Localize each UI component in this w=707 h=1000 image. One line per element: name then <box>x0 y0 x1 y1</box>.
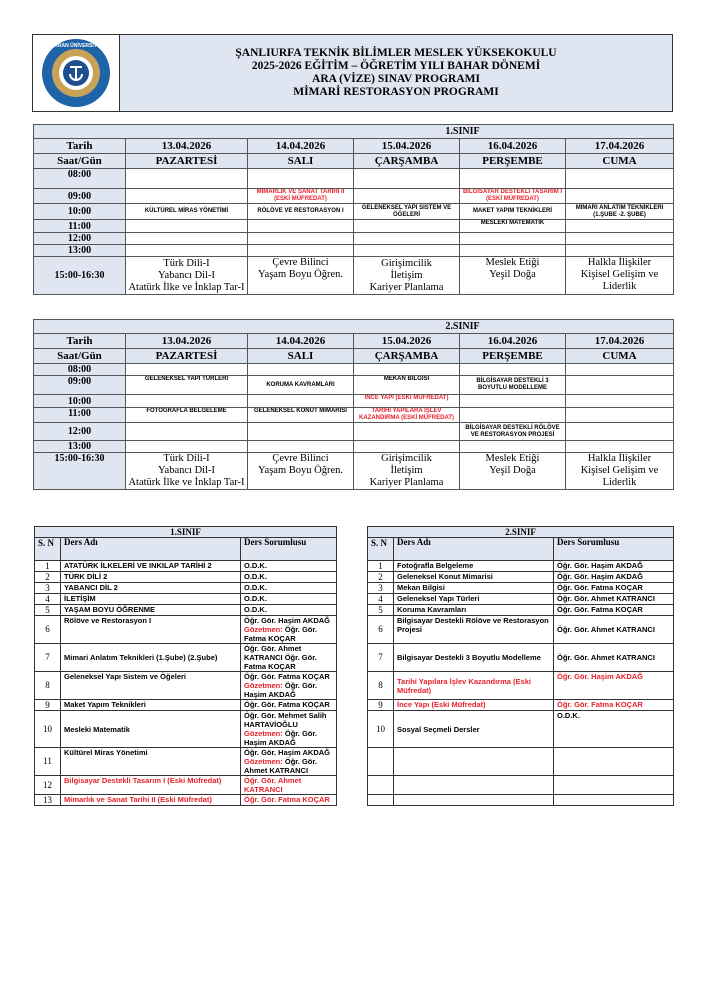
common-course: Kişisel Gelişim ve Liderlik <box>580 465 659 488</box>
course-name: Fotoğrafla Belgeleme <box>394 561 554 572</box>
exam-cell: KORUMA KAVRAMLARI <box>248 376 354 395</box>
row-number: 5 <box>35 605 61 616</box>
course-name: Mimarlık ve Sanat Tarihi II (Eski Müfredat) <box>61 795 241 806</box>
row-number: 7 <box>35 644 61 672</box>
table-row <box>368 672 674 700</box>
course-name: YAŞAM BOYU ÖĞRENME <box>61 605 241 616</box>
common-course: Atatürk İlke ve İnklap Tar-I <box>128 281 245 293</box>
class-title: 1.SINIF <box>34 125 674 139</box>
schedule-table-2 <box>33 319 674 490</box>
date-header: 16.04.2026 <box>460 139 566 154</box>
course-name: YABANCI DİL 2 <box>61 583 241 594</box>
exam-cell: MESLEKİ MATEMATİK <box>460 220 566 233</box>
day-header: SALI <box>248 349 354 364</box>
course-name: Mimari Anlatım Teknikleri (1.Şube) (2.Şube) <box>61 644 241 672</box>
ders-header: Ders Adı <box>61 538 241 561</box>
instructor: Öğr. Gör. Fatma KOÇAR <box>554 583 674 594</box>
date-header: 13.04.2026 <box>126 334 248 349</box>
exam-cell: TARİHİ YAPILARA İŞLEV KAZANDIRMA (ESKİ MÜFREDAT) <box>354 408 460 423</box>
course-name: Rölöve ve Restorasyon I <box>61 616 241 644</box>
table-row <box>368 711 674 748</box>
table-row <box>368 700 674 711</box>
saat-label: Saat/Gün <box>34 154 126 169</box>
exam-cell: RÖLÖVE VE RESTORASYON I <box>248 204 354 220</box>
table-row <box>35 700 337 711</box>
header-line-3: ARA (VİZE) SINAV PROGRAMI <box>312 73 480 85</box>
list-title: 1.SINIF <box>35 527 337 538</box>
tarih-label: Tarih <box>34 139 126 154</box>
time-slot: 11:00 <box>34 220 126 233</box>
table-row <box>368 795 674 806</box>
row-number: 4 <box>368 594 394 605</box>
time-slot: 13:00 <box>34 441 126 453</box>
table-row <box>35 572 337 583</box>
common-course: Yabancı Dil-I <box>158 465 215 476</box>
course-name: İLETİŞİM <box>61 594 241 605</box>
row-number: 13 <box>35 795 61 806</box>
row-number: 1 <box>368 561 394 572</box>
table-row <box>35 616 337 644</box>
table-row <box>35 561 337 572</box>
common-course: Türk Dili-I <box>163 453 210 464</box>
date-header: 17.04.2026 <box>566 139 674 154</box>
date-header: 16.04.2026 <box>460 334 566 349</box>
instructor: Öğr. Gör. Ahmet KATRANCI <box>244 644 302 662</box>
exam-cell: BİLGİSAYAR DESTEKLİ 3 BOYUTLU MODELLEME <box>460 376 566 395</box>
university-logo <box>33 35 120 111</box>
table-row <box>35 672 337 700</box>
common-course: Türk Dili-I <box>163 257 210 269</box>
row-number: 12 <box>35 776 61 795</box>
day-header: ÇARŞAMBA <box>354 349 460 364</box>
table-row <box>368 776 674 795</box>
course-name: Bilgisayar Destekli 3 Boyutlu Modelleme <box>394 644 554 672</box>
table-row <box>35 644 337 672</box>
document-header <box>32 34 673 112</box>
instructor: Öğr. Gör. Fatma KOÇAR <box>554 700 674 711</box>
table-row <box>35 711 337 748</box>
table-row <box>35 583 337 594</box>
instructor: Öğr. Gör. Mehmet Salih HARTAVİOĞLU <box>244 711 327 729</box>
table-row <box>368 594 674 605</box>
gozetmen-label: Gözetmen: <box>244 681 283 690</box>
table-row <box>368 605 674 616</box>
instructor: Öğr. Gör. Fatma KOÇAR <box>241 795 337 806</box>
course-name: Mesleki Matematik <box>61 711 241 748</box>
day-header: PAZARTESİ <box>126 349 248 364</box>
time-slot: 10:00 <box>34 395 126 408</box>
day-header: ÇARŞAMBA <box>354 154 460 169</box>
gozetmen-label: Gözetmen: <box>244 757 283 766</box>
row-number: 8 <box>368 672 394 700</box>
row-number: 1 <box>35 561 61 572</box>
course-name: TÜRK DİLİ 2 <box>61 572 241 583</box>
instructor: Öğr. Gör. Haşim AKDAĞ <box>244 748 330 757</box>
date-header: 15.04.2026 <box>354 334 460 349</box>
ders-header: Ders Adı <box>394 538 554 561</box>
exam-cell: İNCE YAPI (ESKİ MÜFREDAT) <box>354 395 460 408</box>
date-header: 13.04.2026 <box>126 139 248 154</box>
table-row <box>35 605 337 616</box>
time-slot: 10:00 <box>34 204 126 220</box>
common-course: Çevre Bilinci <box>272 453 329 464</box>
instructor: Öğr. Gör. Fatma KOÇAR <box>244 672 330 681</box>
common-course: Kariyer Planlama <box>369 477 444 488</box>
course-list-2 <box>367 526 674 806</box>
sn-header: S. N <box>35 538 61 561</box>
common-course: Kişisel Gelişim ve Liderlik <box>580 269 659 292</box>
common-course: Atatürk İlke ve İnklap Tar-I <box>128 477 245 488</box>
instructor: Öğr. Gör. Ahmet KATRANCI <box>241 776 337 795</box>
table-row <box>368 644 674 672</box>
course-list-1 <box>34 526 337 806</box>
table-row <box>35 795 337 806</box>
exam-cell: MAKET YAPIM TEKNİKLERİ <box>460 204 566 220</box>
row-number: 10 <box>368 711 394 748</box>
instructor: O.D.K. <box>241 605 337 616</box>
time-slot: 13:00 <box>34 245 126 257</box>
gozetmen-label: Gözetmen: <box>244 625 283 634</box>
exam-cell: FOTOĞRAFLA BELGELEME <box>126 408 248 423</box>
course-name: Geleneksel Yapı Türleri <box>394 594 554 605</box>
course-name: Kültürel Miras Yönetimi <box>61 748 241 776</box>
common-course: Meslek Etiği <box>485 257 540 268</box>
exam-cell: GELENEKSEL KONUT MİMARİSİ <box>248 408 354 423</box>
table-row <box>368 748 674 776</box>
course-name: Bilgisayar Destekli Rölöve ve Restorasyon Projesi <box>394 616 554 644</box>
exam-cell: GELENEKSEL YAPI SİSTEM VE ÖĞELERİ <box>354 204 460 220</box>
common-course: Yaşam Boyu Öğren. <box>258 269 343 280</box>
time-slot: 09:00 <box>34 189 126 204</box>
time-slot: 12:00 <box>34 233 126 245</box>
instructor: O.D.K. <box>554 711 674 748</box>
common-course: İletişim <box>390 465 423 476</box>
row-number: 2 <box>35 572 61 583</box>
row-number: 2 <box>368 572 394 583</box>
date-header: 17.04.2026 <box>566 334 674 349</box>
harran-university-seal-icon <box>40 37 112 109</box>
proctor: Öğr. Gör. Ahmet KATRANCI <box>244 757 317 775</box>
row-number: 3 <box>368 583 394 594</box>
table-row <box>368 572 674 583</box>
common-course: Meslek Etiği <box>485 453 540 464</box>
exam-cell: MEKÂN BİLGİSİ <box>354 376 460 395</box>
time-slot: 15:00-16:30 <box>34 257 126 295</box>
common-course: Yabancı Dil-I <box>158 269 215 281</box>
exam-cell: MİMARİ ANLATIM TEKNİKLERİ (1.ŞUBE -2. ŞUBE) <box>566 204 674 220</box>
common-course: Çevre Bilinci <box>272 257 329 268</box>
day-header: CUMA <box>566 154 674 169</box>
header-line-1: ŞANLIURFA TEKNİK BİLİMLER MESLEK YÜKSEKOKULU <box>235 47 557 59</box>
instructor: Öğr. Gör. Haşim AKDAĞ <box>554 572 674 583</box>
row-number: 8 <box>35 672 61 700</box>
row-number: 4 <box>35 594 61 605</box>
row-number: 11 <box>35 748 61 776</box>
common-course: Halkla İlişkiler <box>587 453 652 464</box>
common-course: İletişim <box>390 269 423 281</box>
list-title: 2.SINIF <box>368 527 674 538</box>
date-header: 14.04.2026 <box>248 139 354 154</box>
instructor: O.D.K. <box>241 572 337 583</box>
common-course: Yeşil Doğa <box>489 465 536 476</box>
row-number: 9 <box>368 700 394 711</box>
date-header: 15.04.2026 <box>354 139 460 154</box>
course-name: Bilgisayar Destekli Tasarım I (Eski Müfredat) <box>61 776 241 795</box>
row-number: 6 <box>35 616 61 644</box>
day-header: PAZARTESİ <box>126 154 248 169</box>
exam-cell: BİLGİSAYAR DESTEKLİ TASARIM I (ESKİ MÜFREDAT) <box>460 189 566 204</box>
common-course: Girişimcilik <box>381 257 432 269</box>
time-slot: 08:00 <box>34 364 126 376</box>
instructor: O.D.K. <box>241 561 337 572</box>
course-name: Mekan Bilgisi <box>394 583 554 594</box>
instructor: Öğr. Gör. Haşim AKDAĞ <box>554 672 674 700</box>
instructor: Öğr. Gör. Haşim AKDAĞ <box>554 561 674 572</box>
day-header: SALI <box>248 154 354 169</box>
exam-cell: MİMARLIK VE SANAT TARİHİ II (ESKİ MÜFREDAT) <box>248 189 354 204</box>
course-name: Tarihi Yapılara İşlev Kazandırma (Eski Müfredat) <box>394 672 554 700</box>
table-row <box>368 561 674 572</box>
header-line-2: 2025-2026 EĞİTİM – ÖĞRETİM YILI BAHAR DÖNEMİ <box>251 60 541 72</box>
instructor: Öğr. Gör. Fatma KOÇAR <box>244 653 317 671</box>
time-slot: 08:00 <box>34 169 126 189</box>
svg-text:HARRAN ÜNİVERSİTESİ: HARRAN ÜNİVERSİTESİ <box>47 43 105 49</box>
course-name: Maket Yapım Teknikleri <box>61 700 241 711</box>
row-number: 3 <box>35 583 61 594</box>
day-header: PERŞEMBE <box>460 154 566 169</box>
common-course: Yeşil Doğa <box>489 269 536 280</box>
tarih-label: Tarih <box>34 334 126 349</box>
common-course: Girişimcilik <box>381 453 432 464</box>
table-row <box>35 776 337 795</box>
sorumlu-header: Ders Sorumlusu <box>241 538 337 561</box>
time-slot: 15:00-16:30 <box>34 453 126 490</box>
table-row <box>368 616 674 644</box>
sn-header: S. N <box>368 538 394 561</box>
row-number: 9 <box>35 700 61 711</box>
course-name: Koruma Kavramları <box>394 605 554 616</box>
instructor: O.D.K. <box>241 583 337 594</box>
proctor: Öğr. Gör. Haşim AKDAĞ <box>244 681 317 699</box>
course-name: Geleneksel Konut Mimarisi <box>394 572 554 583</box>
exam-cell: BİLGİSAYAR DESTEKLİ RÖLÖVE VE RESTORASYON PROJESİ <box>460 423 566 441</box>
row-number: 10 <box>35 711 61 748</box>
saat-label: Saat/Gün <box>34 349 126 364</box>
instructor: Öğr. Gör. Ahmet KATRANCI <box>554 616 674 644</box>
course-name: İnce Yapı (Eski Müfredat) <box>394 700 554 711</box>
instructor: Öğr. Gör. Fatma KOÇAR <box>241 700 337 711</box>
table-row <box>35 594 337 605</box>
instructor: Öğr. Gör. Haşim AKDAĞ <box>244 616 330 625</box>
gozetmen-label: Gözetmen: <box>244 729 283 738</box>
time-slot: 09:00 <box>34 376 126 395</box>
sorumlu-header: Ders Sorumlusu <box>554 538 674 561</box>
row-number: 7 <box>368 644 394 672</box>
instructor: Öğr. Gör. Ahmet KATRANCI <box>554 594 674 605</box>
schedule-table-1 <box>33 124 674 295</box>
common-course: Yaşam Boyu Öğren. <box>258 465 343 476</box>
common-course: Kariyer Planlama <box>369 281 444 293</box>
instructor: Öğr. Gör. Fatma KOÇAR <box>554 605 674 616</box>
proctor: Öğr. Gör. Haşim AKDAĞ <box>244 729 317 747</box>
course-name: Sosyal Seçmeli Dersler <box>394 711 554 748</box>
row-number: 6 <box>368 616 394 644</box>
proctor: Öğr. Gör. Fatma KOÇAR <box>244 625 317 643</box>
exam-cell: GELENEKSEL YAPI TÜRLERİ <box>126 376 248 395</box>
course-name: Geleneksel Yapı Sistem ve Öğeleri <box>61 672 241 700</box>
row-number: 5 <box>368 605 394 616</box>
common-course: Halkla İlişkiler <box>587 257 652 268</box>
course-name: ATATÜRK İLKELERİ VE INKILAP TARİHİ 2 <box>61 561 241 572</box>
day-header: CUMA <box>566 349 674 364</box>
table-row <box>368 583 674 594</box>
exam-cell: KÜLTÜREL MİRAS YÖNETİMİ <box>126 204 248 220</box>
time-slot: 12:00 <box>34 423 126 441</box>
table-row <box>35 748 337 776</box>
header-line-4: MİMARİ RESTORASYON PROGRAMI <box>293 86 499 98</box>
time-slot: 11:00 <box>34 408 126 423</box>
class-title: 2.SINIF <box>34 320 674 334</box>
date-header: 14.04.2026 <box>248 334 354 349</box>
instructor: O.D.K. <box>241 594 337 605</box>
day-header: PERŞEMBE <box>460 349 566 364</box>
instructor: Öğr. Gör. Ahmet KATRANCI <box>554 644 674 672</box>
